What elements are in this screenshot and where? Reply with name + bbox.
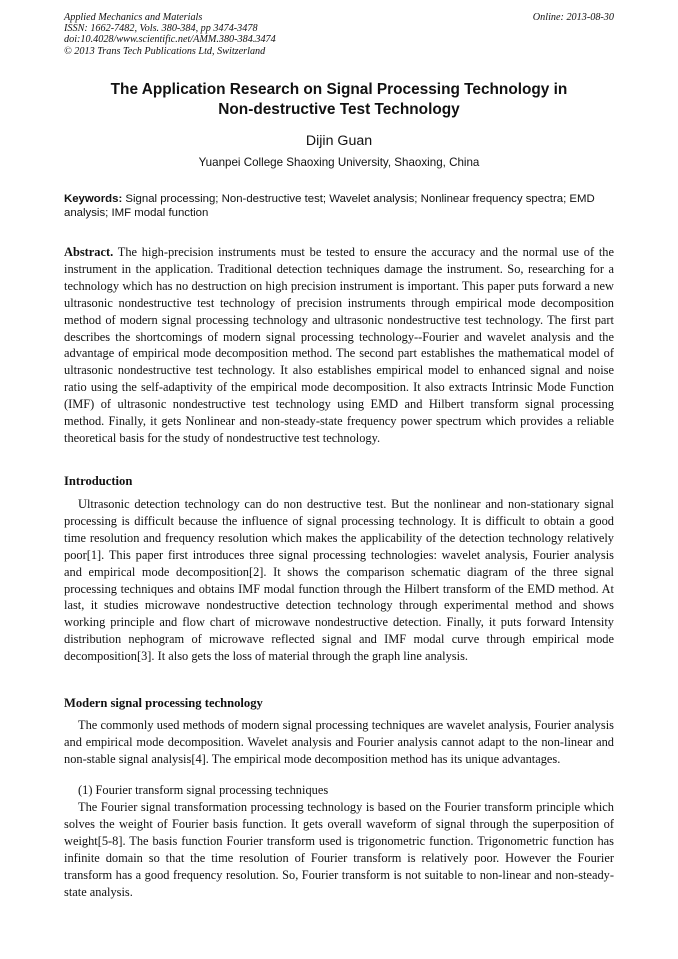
- author-name: Dijin Guan: [305, 133, 373, 149]
- abstract: [64, 244, 614, 447]
- fourier-subheading: (1) Fourier transform signal processing techniques: [78, 783, 329, 797]
- issn-line: ISSN: 1662-7482, Vols. 380-384, pp 3474-3478: [64, 23, 258, 35]
- journal-name: Applied Mechanics and Materials: [64, 12, 203, 23]
- keywords: [64, 192, 614, 220]
- modern-signal-heading: Modern signal processing technology: [64, 696, 263, 710]
- introduction-heading: Introduction: [64, 474, 133, 488]
- keywords-label: Keywords:: [64, 193, 123, 205]
- paper-title: [64, 80, 614, 120]
- journal-header: [64, 12, 364, 57]
- fourier-paragraph: The Fourier signal transformation processing technology is based on the Fourier transform principle which solves the weight of Fourier basis function. It gets overall waveform of signal through the superposition of weight[5-8]. The basis function Fourier transform used is trigonometric function. Trigonometric function has infinite domain so that the time resolution of Fourier transform is relatively poor. However the Fourier transform has a good frequency resolution. So, Fourier transform is not suitable to non-linear and non-steady-state analysis.: [64, 800, 614, 899]
- abstract-text: The high-precision instruments must be tested to ensure the accuracy and the normal use of the instrument in the application. Traditional detection techniques damage the instrument. So, researching for a technology which has no destruction on high precision instrument is important. This paper puts forward a new ultrasonic nondestructive test technology of precision instruments through empirical mode decomposition method of modern signal processing technology and ultrasonic nondestructive test technology. The first part describes the shortcomings of modern signal processing technology--Fourier and wavelet analysis and the advantage of empirical mode decomposition method. The second part establishes the mathematical model of ultrasonic nondestructive test technology. It also establishes empirical model to enhanced signal and noise ratio using the self-adaptivity of the empirical mode decomposition. It also extracts Intrinsic Mode Function (IMF) of ultrasonic nondestructive test technology using EMD and Hilbert transform signal processing method. Finally, it gets Nonlinear and non-steady-state frequency power spectrum which provides a reliable theoretical basis for the study of nondestructive test technology.: [64, 245, 614, 445]
- title-line-2: Non-destructive Test Technology: [218, 101, 460, 118]
- title-line-1: The Application Research on Signal Processing Technology in: [110, 81, 568, 98]
- modern-signal-paragraph: The commonly used methods of modern signal processing techniques are wavelet analysis, Fourier analysis and empirical mode decomposition. Wavelet analysis and Fourier analysis cannot adapt to the non-linear and non-stable signal analysis[4]. The empirical mode decomposition method has its unique advantages.: [64, 718, 614, 766]
- introduction-paragraph: Ultrasonic detection technology can do non destructive test. But the nonlinear and non-stationary signal processing is difficult because the influence of signal processing technology. It is difficult to obtain a good time resolution and frequency resolution which makes the applicability of the detection technology relatively poor[1]. This paper first introduces three signal processing technologies: wavelet analysis, Fourier analysis and empirical mode decomposition[2]. It shows the comparison schematic diagram of the three signal processing techniques and obtains IMF modal function through the Hilbert transform of the EMD method. At last, it studies microwave nondestructive detection technology through experimental method and shows working principle and flow chart of microwave nondestructive detection. Finally, it puts forward Intensity distribution nephogram of microwave reflected signal and IMF modal curve through empirical mode decomposition[3]. It also gets the loss of material through the graph line analysis.: [64, 497, 614, 664]
- keywords-text: Signal processing; Non-destructive test; Wavelet analysis; Nonlinear frequency spectra; EMD analysis; IMF modal function: [64, 193, 595, 220]
- copyright-line: © 2013 Trans Tech Publications Ltd, Switzerland: [64, 45, 266, 57]
- abstract-label: Abstract.: [64, 245, 114, 259]
- online-date: Online: 2013-08-30: [532, 12, 614, 23]
- author-affiliation: Yuanpei College Shaoxing University, Shaoxing, China: [198, 156, 480, 169]
- doi-line: doi:10.4028/www.scientific.net/AMM.380-384.3474: [64, 34, 276, 46]
